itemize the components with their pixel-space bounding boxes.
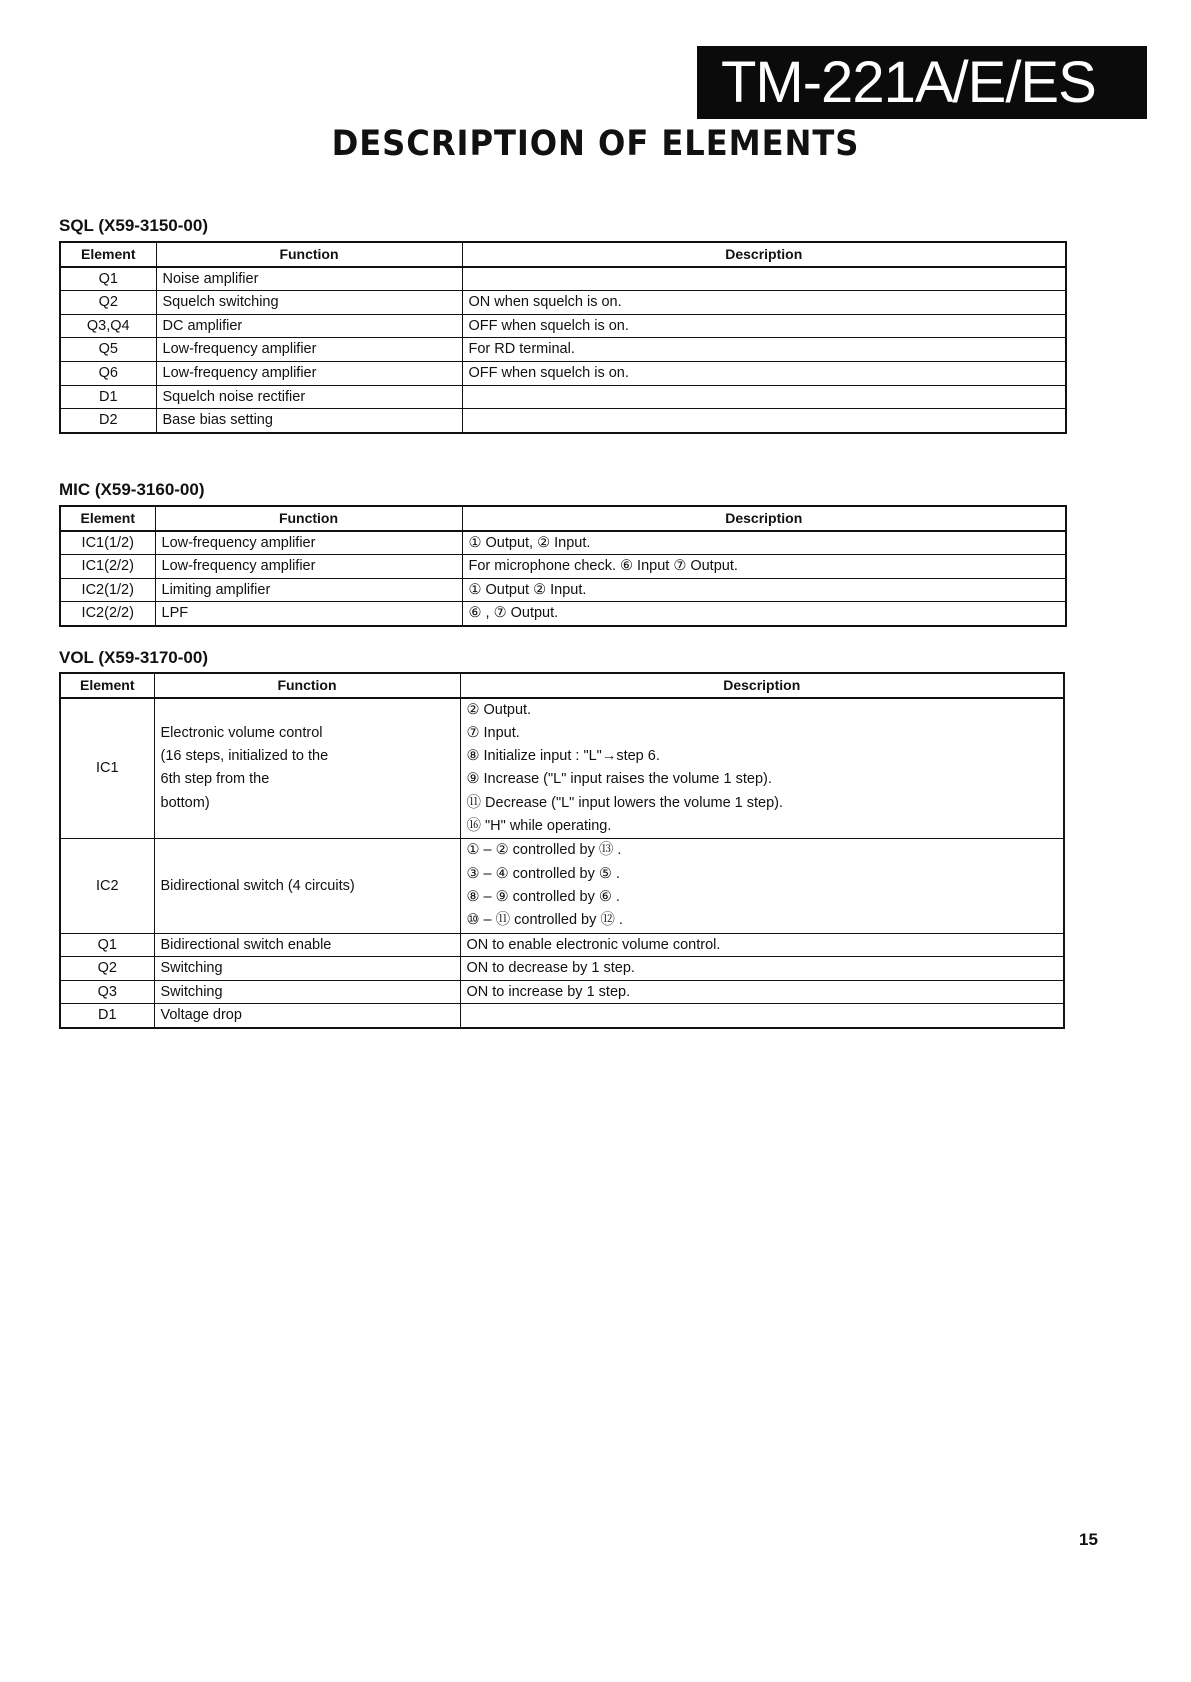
function-cell: Voltage drop <box>154 1004 460 1028</box>
element-cell: IC1(1/2) <box>60 531 155 555</box>
function-cell: Base bias setting <box>156 409 462 433</box>
column-header-element: Element <box>60 242 156 267</box>
column-header-description: Description <box>462 242 1066 267</box>
function-cell: DC amplifier <box>156 314 462 338</box>
table-header-row <box>60 506 1066 531</box>
element-cell: Q3,Q4 <box>60 314 156 338</box>
table-row <box>60 980 1064 1004</box>
column-header-function: Function <box>155 506 462 531</box>
column-header-description: Description <box>460 673 1064 698</box>
column-header-function: Function <box>156 242 462 267</box>
function-cell: Low-frequency amplifier <box>155 555 462 579</box>
description-cell <box>462 409 1066 433</box>
element-cell: IC1 <box>60 698 154 839</box>
element-cell: D2 <box>60 409 156 433</box>
description-line: ② Output. <box>466 701 532 718</box>
description-cell: ON to increase by 1 step. <box>460 980 1064 1004</box>
description-cell: For RD terminal. <box>462 338 1066 362</box>
column-header-description: Description <box>462 506 1066 531</box>
element-cell: Q1 <box>60 933 154 957</box>
function-cell: Low-frequency amplifier <box>155 531 462 555</box>
description-cell: OFF when squelch is on. <box>462 314 1066 338</box>
element-cell: Q3 <box>60 980 154 1004</box>
sql-section-title: SQL (X59-3150-00) <box>59 216 208 235</box>
table-row <box>60 957 1064 981</box>
function-line: bottom) <box>160 794 210 811</box>
description-cell <box>462 267 1066 291</box>
function-line: Electronic volume control <box>160 724 323 741</box>
function-cell: LPF <box>155 602 462 626</box>
function-line: (16 steps, initialized to the <box>160 748 329 765</box>
element-cell: IC1(2/2) <box>60 555 155 579</box>
description-cell: ON to enable electronic volume control. <box>460 933 1064 957</box>
function-cell: Squelch switching <box>156 291 462 315</box>
vol-section-title: VOL (X59-3170-00) <box>59 648 208 667</box>
function-cell: Low-frequency amplifier <box>156 361 462 385</box>
element-cell: IC2 <box>60 839 154 933</box>
description-cell: OFF when squelch is on. <box>462 361 1066 385</box>
table-row <box>60 267 1066 291</box>
model-banner: TM-221A/E/ES <box>697 46 1147 119</box>
table-row <box>60 361 1066 385</box>
table-row <box>60 291 1066 315</box>
element-cell: Q2 <box>60 957 154 981</box>
table-row <box>60 409 1066 433</box>
description-cell: ① Output ② Input. <box>462 578 1066 602</box>
table-header-row <box>60 673 1064 698</box>
column-header-element: Element <box>60 506 155 531</box>
description-line: ⑧ – ⑨ controlled by ⑥ . <box>466 888 620 905</box>
description-line: ⑧ Initialize input : "L"→step 6. <box>466 748 660 765</box>
element-cell: D1 <box>60 1004 154 1028</box>
description-line: ⑨ Increase ("L" input raises the volume 1 step). <box>466 771 772 788</box>
element-cell: D1 <box>60 385 156 409</box>
description-cell: ON to decrease by 1 step. <box>460 957 1064 981</box>
table-row <box>60 531 1066 555</box>
table-row <box>60 933 1064 957</box>
function-cell: Noise amplifier <box>156 267 462 291</box>
table-row <box>60 698 1064 839</box>
element-cell: IC2(2/2) <box>60 602 155 626</box>
function-cell: Squelch noise rectifier <box>156 385 462 409</box>
function-cell <box>154 698 460 839</box>
element-cell: Q1 <box>60 267 156 291</box>
table-row <box>60 314 1066 338</box>
description-line: ⑩ – ⑪ controlled by ⑫ . <box>466 912 623 929</box>
description-line: ⑪ Decrease ("L" input lowers the volume 1 step). <box>466 794 784 811</box>
description-cell <box>462 385 1066 409</box>
page-title: DESCRIPTION OF ELEMENTS <box>331 124 860 164</box>
description-line: ⑯ "H" while operating. <box>466 818 612 835</box>
column-header-element: Element <box>60 673 154 698</box>
description-line: ⑦ Input. <box>466 724 520 741</box>
function-cell: Limiting amplifier <box>155 578 462 602</box>
function-cell: Bidirectional switch enable <box>154 933 460 957</box>
description-line: ③ – ④ controlled by ⑤ . <box>466 865 620 882</box>
vol-table <box>59 672 1065 1029</box>
table-row <box>60 338 1066 362</box>
table-row <box>60 839 1064 933</box>
description-cell: ① Output, ② Input. <box>462 531 1066 555</box>
table-row <box>60 578 1066 602</box>
function-cell: Switching <box>154 980 460 1004</box>
description-line: ① – ② controlled by ⑬ . <box>466 842 622 859</box>
table-row <box>60 602 1066 626</box>
description-cell: ON when squelch is on. <box>462 291 1066 315</box>
description-cell: For microphone check. ⑥ Input ⑦ Output. <box>462 555 1066 579</box>
table-row <box>60 385 1066 409</box>
mic-section-title: MIC (X59-3160-00) <box>59 480 205 499</box>
description-cell <box>460 698 1064 839</box>
table-header-row <box>60 242 1066 267</box>
function-cell: Low-frequency amplifier <box>156 338 462 362</box>
mic-table <box>59 505 1067 627</box>
column-header-function: Function <box>154 673 460 698</box>
description-cell <box>460 839 1064 933</box>
description-cell: ⑥ , ⑦ Output. <box>462 602 1066 626</box>
table-row <box>60 555 1066 579</box>
element-cell: Q2 <box>60 291 156 315</box>
element-cell: IC2(1/2) <box>60 578 155 602</box>
element-cell: Q5 <box>60 338 156 362</box>
description-cell <box>460 1004 1064 1028</box>
function-line: 6th step from the <box>160 771 270 788</box>
element-cell: Q6 <box>60 361 156 385</box>
sql-table <box>59 241 1067 434</box>
page-number: 15 <box>1079 1530 1098 1549</box>
function-cell: Bidirectional switch (4 circuits) <box>154 839 460 933</box>
function-cell: Switching <box>154 957 460 981</box>
table-row <box>60 1004 1064 1028</box>
